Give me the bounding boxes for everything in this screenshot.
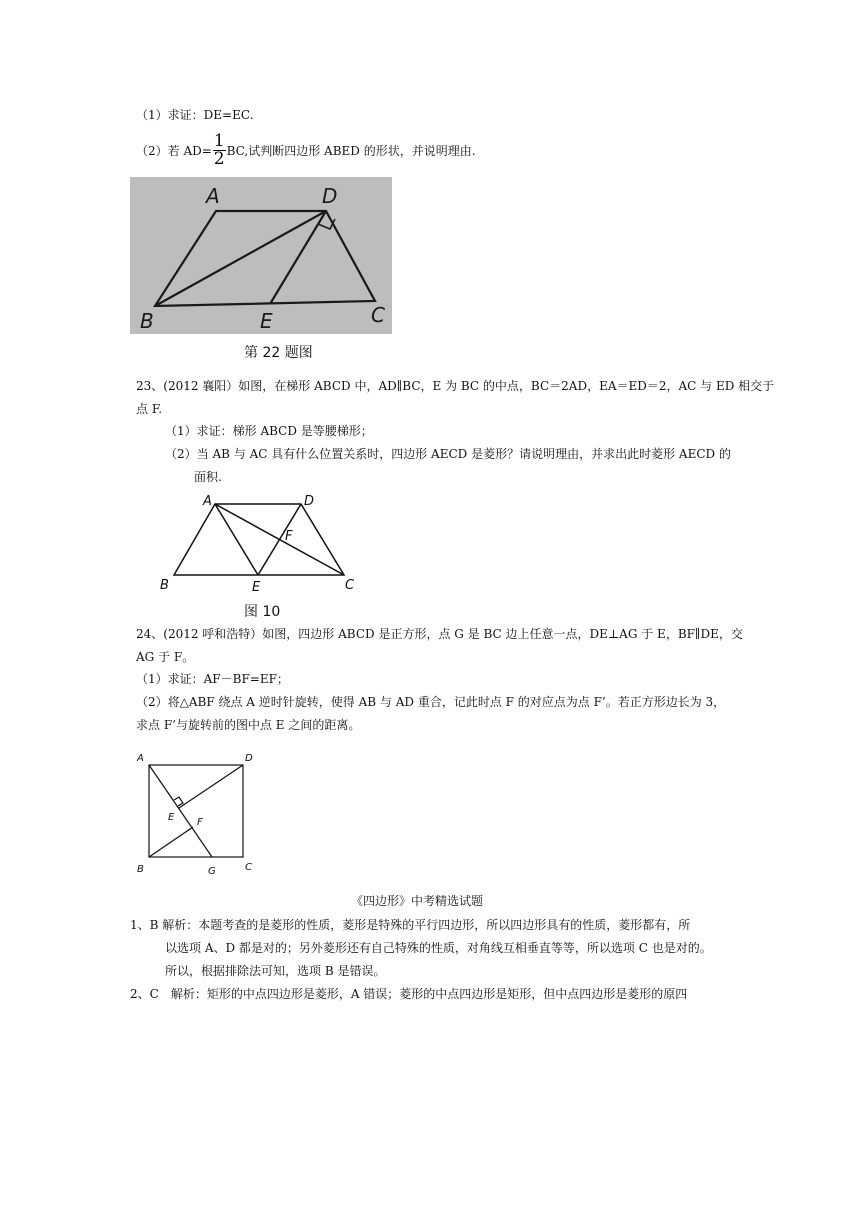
- q23-label-a: A: [203, 494, 212, 509]
- q24-label-d: D: [245, 753, 253, 764]
- q23-label-b: B: [160, 578, 169, 593]
- q23-line1: 23、(2012 襄阳）如图，在梯形 ABCD 中，AD∥BC，E 为 BC 的中点，BC＝2AD，EA＝ED＝2，AC 与 ED 相交于: [136, 379, 775, 393]
- q24-part1: （1）求证：AF－BF=EF；: [136, 672, 289, 686]
- q24-part2-line2: 求点 F’与旋转前的图中点 E 之间的距离。: [136, 718, 361, 732]
- fraction-numerator: 1: [213, 130, 225, 151]
- q24-line1: 24、(2012 呼和浩特）如图，四边形 ABCD 是正方形，点 G 是 BC 边上任意一点，DE⊥AG 于 E，BF∥DE，交: [136, 627, 743, 641]
- q22-part2-prefix: （2）若 AD=: [136, 143, 212, 158]
- q23-label-c: C: [345, 578, 355, 593]
- q24-figure: [130, 748, 260, 880]
- q22-label-a: A: [206, 184, 220, 208]
- answer-1-line1: 1、B 解析：本题考查的是菱形的性质，菱形是特殊的平行四边形，所以四边形具有的性质，菱形都有，所: [130, 918, 691, 932]
- q24-label-f: F: [197, 817, 203, 828]
- q23-label-e: E: [252, 580, 261, 595]
- q22-label-d: D: [322, 184, 338, 208]
- answers-title: 《四边形》中考精选试题: [351, 894, 484, 908]
- q24-label-b: B: [137, 864, 144, 875]
- q23-part2-line1: （2）当 AB 与 AC 具有什么位置关系时，四边形 AECD 是菱形？请说明理由，并求出此时菱形 AECD 的: [165, 447, 731, 461]
- q24-label-a: A: [137, 753, 144, 764]
- q22-label-c: C: [371, 303, 385, 327]
- answer-1-line2: 以选项 A、D 都是对的；另外菱形还有自己特殊的性质，对角线互相垂直等等，所以选项 C 也是对的。: [165, 941, 712, 955]
- q22-label-b: B: [140, 309, 154, 333]
- q22-figure: [130, 177, 392, 334]
- q22-figure-photo: [130, 177, 392, 334]
- q23-label-f: F: [285, 529, 293, 544]
- q22-part2-suffix: BC,试判断四边形 ABED 的形状，并说明理由.: [226, 143, 476, 158]
- q24-label-g: G: [208, 866, 216, 877]
- q22-caption: 第 22 题图: [244, 345, 313, 361]
- q22-label-e: E: [260, 309, 273, 333]
- q22-part1: （1）求证：DE=EC.: [136, 108, 254, 122]
- q23-caption: 图 10: [244, 604, 281, 620]
- fraction-one-half: [213, 130, 226, 169]
- q23-label-d: D: [304, 494, 315, 509]
- fraction-denominator: 2: [213, 148, 225, 169]
- q24-label-e: E: [168, 812, 175, 823]
- q24-line2: AG 于 F。: [136, 650, 195, 664]
- q23-line2: 点 F.: [136, 402, 163, 416]
- q23-part2-line2: 面积.: [194, 470, 222, 484]
- answer-1-line3: 所以，根据排除法可知，选项 B 是错误。: [165, 964, 386, 978]
- q24-part2-line1: （2）将△ABF 绕点 A 逆时针旋转，使得 AB 与 AD 重合，记此时点 F 的对应点为点 F’。若正方形边长为 3，: [136, 695, 726, 709]
- q24-label-c: C: [245, 862, 252, 873]
- answer-2-line1: 2、C 解析：矩形的中点四边形是菱形，A 错误；菱形的中点四边形是矩形，但中点四边形是菱形的原四: [130, 987, 688, 1001]
- q22-part2: [136, 130, 476, 170]
- q23-figure: [158, 488, 364, 598]
- q23-part1: （1）求证：梯形 ABCD 是等腰梯形；: [165, 424, 373, 438]
